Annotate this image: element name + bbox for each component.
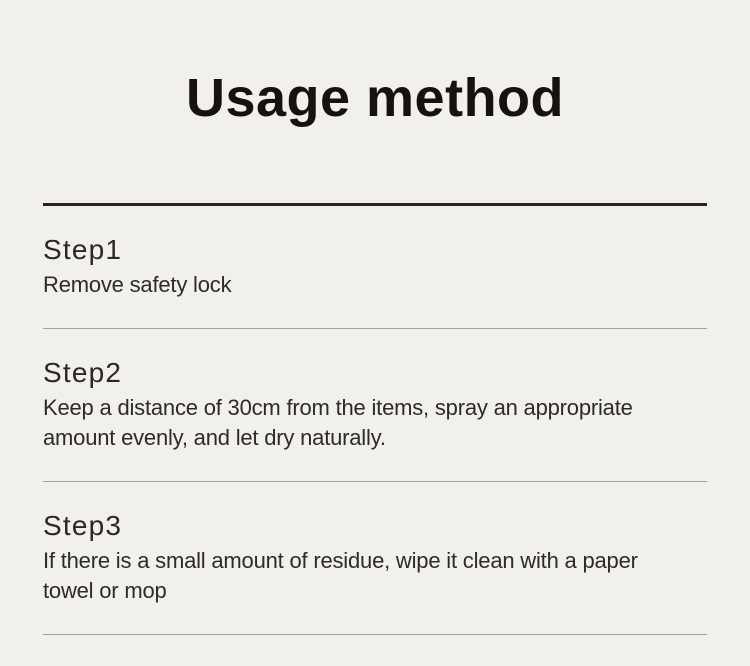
- step-description: Remove safety lock: [43, 272, 232, 297]
- section-divider: [43, 328, 707, 329]
- step-section-2: [43, 355, 707, 453]
- page-title: Usage method: [185, 68, 565, 128]
- step-section-1: [43, 232, 707, 300]
- title-underline-rule: [43, 203, 707, 206]
- step-label: Step3: [43, 510, 123, 541]
- step-description: If there is a small amount of residue, wipe it clean with a paper towel or mop: [43, 548, 638, 603]
- section-divider: [43, 634, 707, 635]
- step-description: Keep a distance of 30cm from the items, spray an appropriate amount evenly, and let dry naturally.: [43, 395, 633, 450]
- step-label: Step1: [43, 234, 123, 265]
- section-divider: [43, 481, 707, 482]
- content-area: [0, 66, 750, 635]
- step-section-3: [43, 508, 707, 606]
- step-label: Step2: [43, 357, 123, 388]
